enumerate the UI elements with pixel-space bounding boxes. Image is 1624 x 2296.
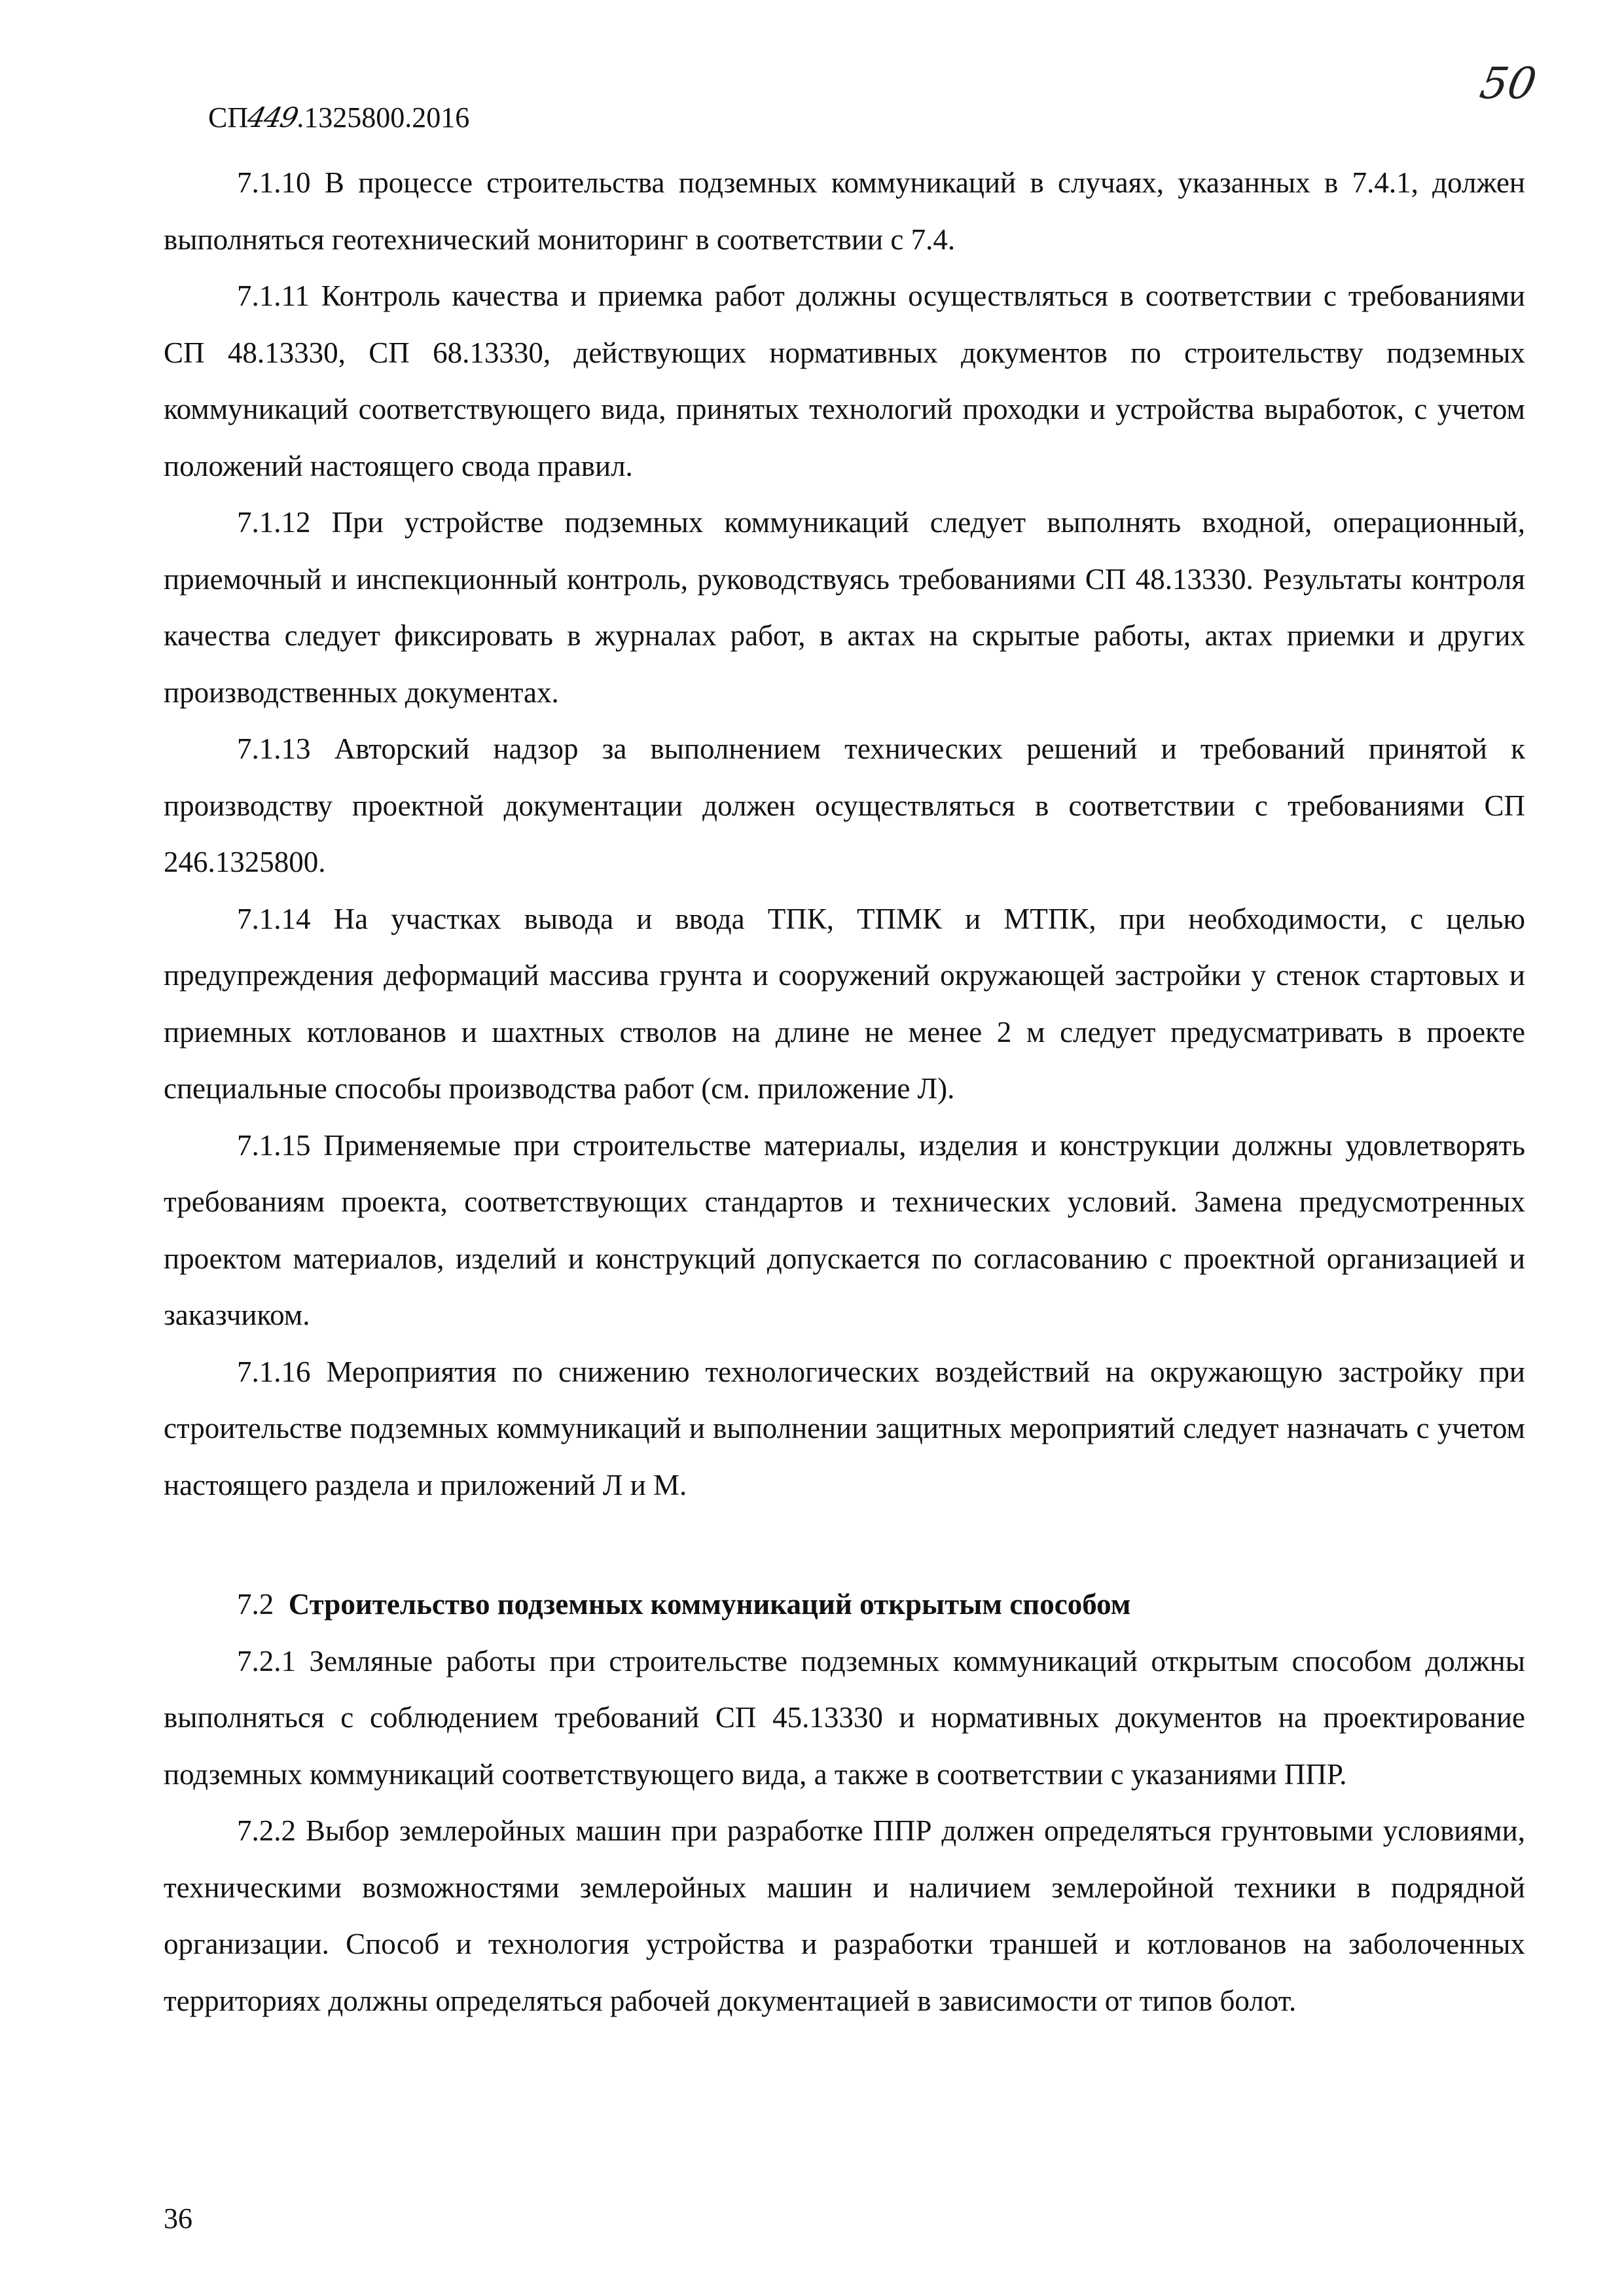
paragraph-7-1-15: 7.1.15 Применяемые при строительстве материалы, изделия и конструкции должны удовлетворять требованиям проекта, соответствующих стандартов и технических условий. Замена предусмотренных проектом материалов, изделий и конструкций допускается по согласованию с проектной организацией и заказчиком.: [164, 1128, 1525, 1331]
document-body: [164, 154, 1525, 2029]
paragraph-7-1-16: 7.1.16 Мероприятия по снижению технологических воздействий на окружающую застройку при строительстве подземных коммуникаций и выполнении защитных мероприятий следует назначать с учетом настоящего раздела и приложений Л и М.: [164, 1355, 1525, 1501]
page-number: 36: [164, 2202, 192, 2234]
paragraph-7-2-1: 7.2.1 Земляные работы при строительстве подземных коммуникаций открытым способом должны выполняться с соблюдением требований СП 45.13330 и нормативных документов на проектирование подземных коммуникаций соответствующего вида, а также в соответствии с указаниями ППР.: [164, 1644, 1525, 1791]
paragraph-7-1-11: 7.1.11 Контроль качества и приемка работ должны осуществляться в соответствии с требованиями СП 48.13330, СП 68.13330, действующих нормативных документов по строительству подземных коммуникаций соответствующего вида, принятых технологий проходки и устройства выработок, с учетом положений настоящего свода правил.: [164, 279, 1525, 482]
doc-code-prefix: СП: [208, 101, 249, 134]
section-spacer: [164, 1513, 1525, 1576]
doc-code-suffix: .1325800.2016: [297, 101, 470, 134]
paragraph-7-1-13: 7.1.13 Авторский надзор за выполнением технических решений и требований принятой к производству проектной документации должен осуществляться в соответствии с требованиями СП 246.1325800.: [164, 732, 1525, 878]
document-code: [208, 98, 469, 137]
paragraph-7-1-12: 7.1.12 При устройстве подземных коммуникаций следует выполнять входной, операционный, приемочный и инспекционный контроль, руководствуясь требованиями СП 48.13330. Результаты контроля качества следует фиксировать в журналах работ, в актах на скрытые работы, актах приемки и других производственных документах.: [164, 506, 1525, 709]
section-title: Строительство подземных коммуникаций открытым способом: [288, 1588, 1131, 1621]
paragraph-7-1-14: 7.1.14 На участках вывода и ввода ТПК, ТПМК и МТПК, при необходимости, с целью предупреждения деформаций массива грунта и сооружений окружающей застройки у стенок стартовых и приемных котлованов и шахтных стволов на длине не менее 2 м следует предусматривать в проекте специальные способы производства работ (см. приложение Л).: [164, 902, 1525, 1105]
section-heading: [164, 1576, 1525, 1633]
doc-code-handwritten-number: 449: [245, 101, 300, 134]
section-number: 7.2: [237, 1588, 274, 1621]
handwritten-page-number: 50: [1476, 58, 1540, 109]
paragraph-7-2-2: 7.2.2 Выбор землеройных машин при разработке ППР должен определяться грунтовыми условиями, техническими возможностями землеройных машин и наличием землеройной техники в подрядной организации. Способ и технология устройства и разработки траншей и котлованов на заболоченных территориях должны определяться рабочей документацией в зависимости от типов болот.: [164, 1814, 1525, 2017]
paragraph-7-1-10: 7.1.10 В процессе строительства подземных коммуникаций в случаях, указанных в 7.4.1, должен выполняться геотехнический мониторинг в соответствии с 7.4.: [164, 166, 1525, 256]
